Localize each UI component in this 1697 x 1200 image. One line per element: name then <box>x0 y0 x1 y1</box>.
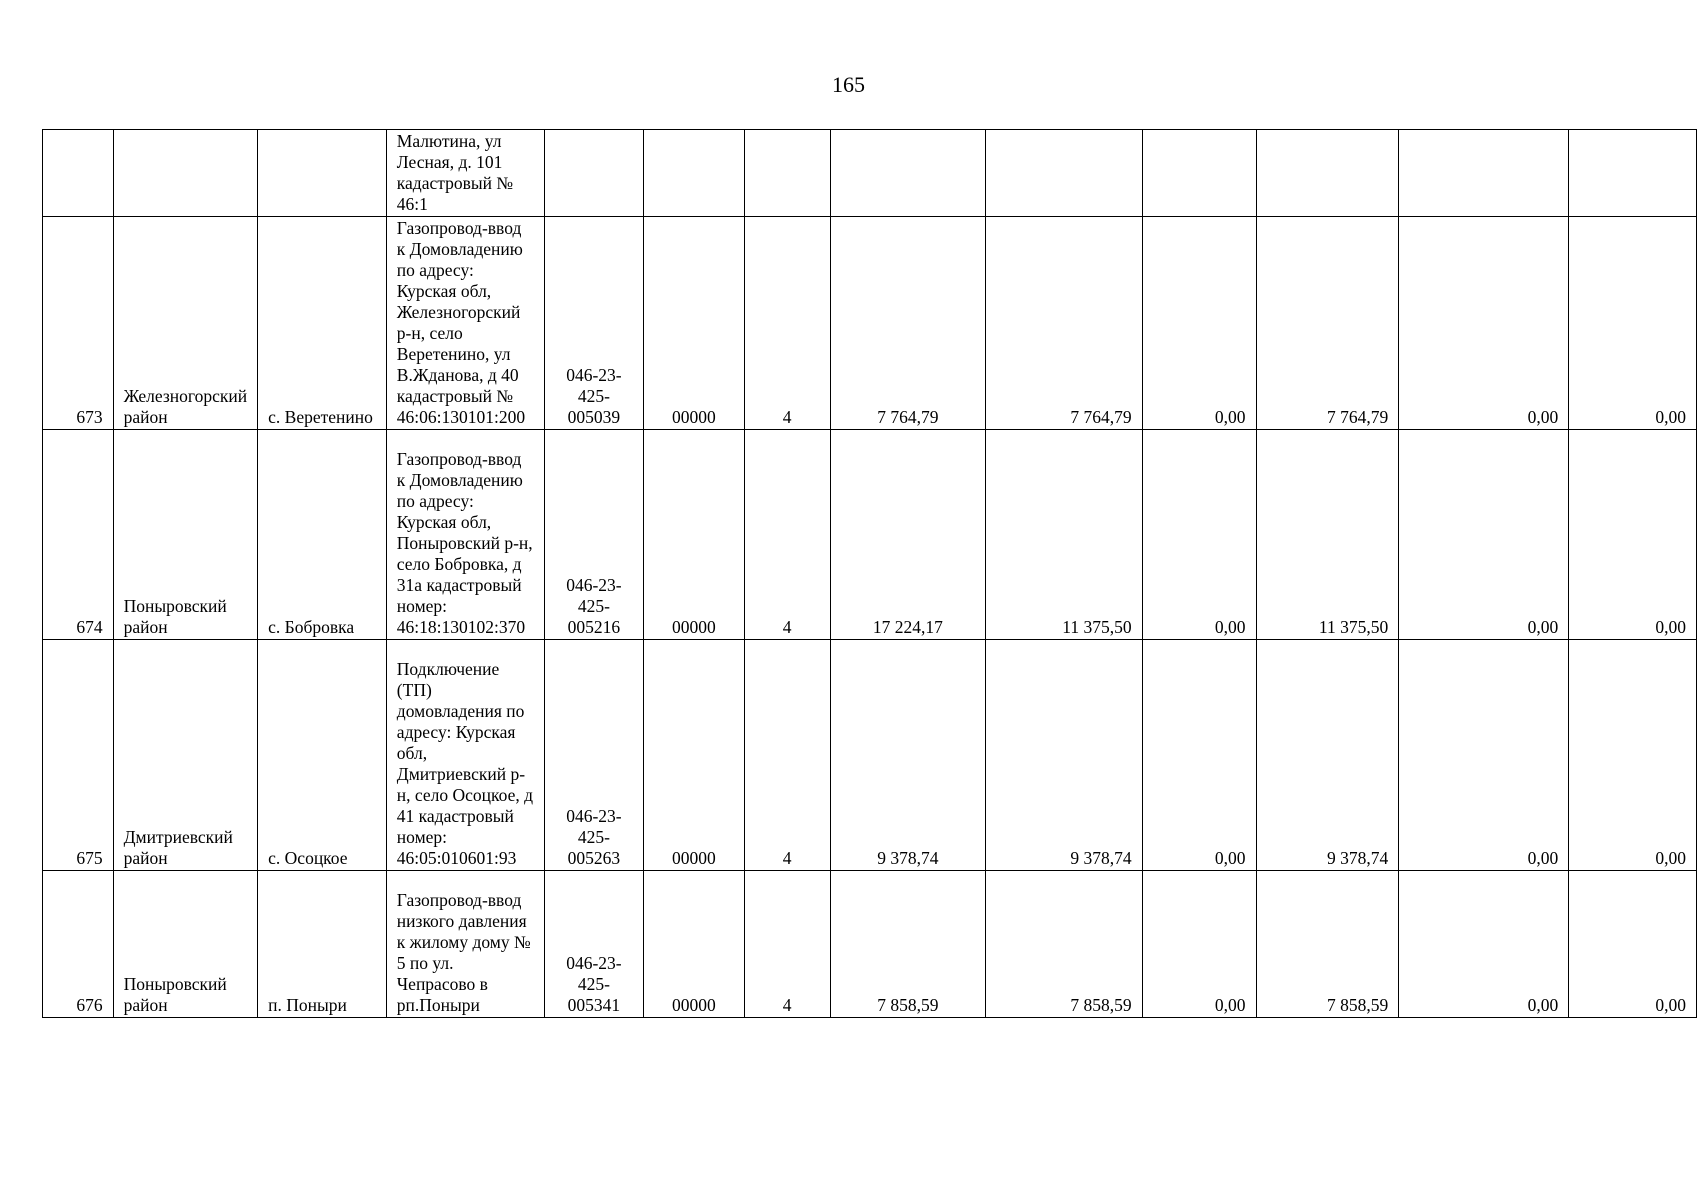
description-cell: Газопровод-ввод к Домовладению по адресу: Курская обл, Железногорский р-н, село Веретенино, ул В.Жданова, д 40 кадастровый № 46:06:130101:200 <box>386 217 544 430</box>
value-cell-4 <box>1256 130 1399 217</box>
inventory-number-cell: 046-23-425-005263 <box>544 640 644 871</box>
value-cell-3: 0,00 <box>1142 871 1256 1018</box>
quantity-cell: 4 <box>744 430 830 640</box>
code-cell: 00000 <box>644 871 744 1018</box>
page-number: 165 <box>832 72 865 97</box>
value-cell-5: 0,00 <box>1399 430 1569 640</box>
code-cell: 00000 <box>644 217 744 430</box>
value-cell-3: 0,00 <box>1142 217 1256 430</box>
value-cell-4: 7 764,79 <box>1256 217 1399 430</box>
value-cell-4: 11 375,50 <box>1256 430 1399 640</box>
inventory-number-cell: 046-23-425-005341 <box>544 871 644 1018</box>
value-cell-3 <box>1142 130 1256 217</box>
table-row <box>43 430 1697 640</box>
value-cell-6: 0,00 <box>1569 217 1697 430</box>
quantity-cell: 4 <box>744 217 830 430</box>
row-number <box>43 130 114 217</box>
locality-cell: с. Веретенино <box>258 217 387 430</box>
value-cell-1: 9 378,74 <box>830 640 986 871</box>
row-number: 675 <box>43 640 114 871</box>
locality-cell: с. Осоцкое <box>258 640 387 871</box>
value-cell-5 <box>1399 130 1569 217</box>
district-cell: Поныровский район <box>113 430 258 640</box>
value-cell-6: 0,00 <box>1569 640 1697 871</box>
value-cell-6: 0,00 <box>1569 430 1697 640</box>
value-cell-2: 9 378,74 <box>986 640 1143 871</box>
quantity-cell: 4 <box>744 640 830 871</box>
code-cell: 00000 <box>644 430 744 640</box>
locality-cell <box>258 130 387 217</box>
code-cell: 00000 <box>644 640 744 871</box>
value-cell-5: 0,00 <box>1399 871 1569 1018</box>
value-cell-2 <box>986 130 1143 217</box>
value-cell-3: 0,00 <box>1142 430 1256 640</box>
code-cell <box>644 130 744 217</box>
value-cell-2: 7 858,59 <box>986 871 1143 1018</box>
row-number: 673 <box>43 217 114 430</box>
inventory-number-cell: 046-23-425-005039 <box>544 217 644 430</box>
value-cell-4: 7 858,59 <box>1256 871 1399 1018</box>
description-cell: Газопровод-ввод низкого давления к жилому дому № 5 по ул. Чепрасово в рп.Поныри <box>386 871 544 1018</box>
locality-cell: п. Поныри <box>258 871 387 1018</box>
value-cell-1: 17 224,17 <box>830 430 986 640</box>
value-cell-5: 0,00 <box>1399 640 1569 871</box>
value-cell-6: 0,00 <box>1569 871 1697 1018</box>
inventory-number-cell <box>544 130 644 217</box>
value-cell-6 <box>1569 130 1697 217</box>
description-cell: Малютина, ул Лесная, д. 101 кадастровый № 46:1 <box>386 130 544 217</box>
row-number: 676 <box>43 871 114 1018</box>
description-cell: Подключение (ТП) домовладения по адресу: Курская обл, Дмитриевский р-н, село Осоцкое, д 41 кадастровый номер: 46:05:010601:93 <box>386 640 544 871</box>
district-cell: Дмитриевский район <box>113 640 258 871</box>
value-cell-3: 0,00 <box>1142 640 1256 871</box>
value-cell-1 <box>830 130 986 217</box>
table-row <box>43 217 1697 430</box>
district-cell: Поныровский район <box>113 871 258 1018</box>
description-cell: Газопровод-ввод к Домовладению по адресу: Курская обл, Поныровский р-н, село Бобровка, д 31а кадастровый номер: 46:18:130102:370 <box>386 430 544 640</box>
value-cell-5: 0,00 <box>1399 217 1569 430</box>
quantity-cell: 4 <box>744 871 830 1018</box>
quantity-cell <box>744 130 830 217</box>
asset-registry-table <box>42 129 1697 1018</box>
value-cell-1: 7 858,59 <box>830 871 986 1018</box>
value-cell-2: 11 375,50 <box>986 430 1143 640</box>
table-row <box>43 640 1697 871</box>
inventory-number-cell: 046-23-425-005216 <box>544 430 644 640</box>
value-cell-4: 9 378,74 <box>1256 640 1399 871</box>
table-row <box>43 130 1697 217</box>
district-cell <box>113 130 258 217</box>
value-cell-2: 7 764,79 <box>986 217 1143 430</box>
value-cell-1: 7 764,79 <box>830 217 986 430</box>
row-number: 674 <box>43 430 114 640</box>
table-row <box>43 871 1697 1018</box>
district-cell: Железногорский район <box>113 217 258 430</box>
locality-cell: с. Бобровка <box>258 430 387 640</box>
